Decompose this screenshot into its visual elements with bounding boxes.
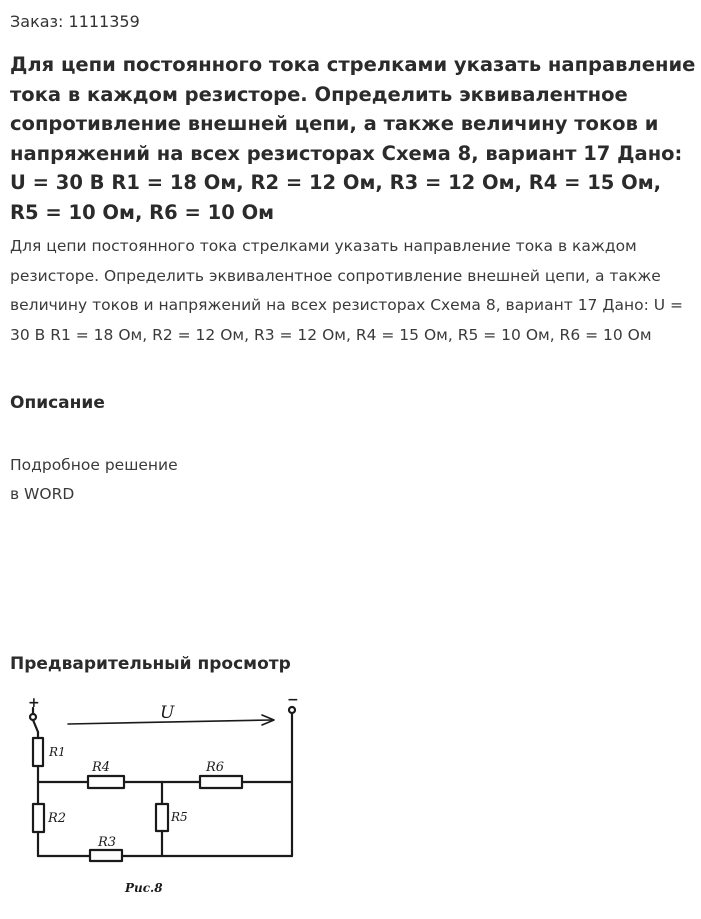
description-line: в WORD: [10, 485, 75, 503]
resistor-r6: [200, 776, 242, 788]
minus-sign: −: [287, 692, 299, 708]
task-title: Для цепи постоянного тока стрелками указать направление тока в каждом резисторе. Определить эквивалентное сопротивление внешней цепи, а также величину токов и напряжений на всех резисторах Схема 8, вариант 17 Дано: U = 30 В R1 = 18 Ом, R2 = 12 Ом, R3 = 12 Ом, R4 = 15 Ом, R5 = 10 Ом, R6 = 10 Ом: [10, 53, 696, 224]
voltage-label: U: [160, 703, 175, 723]
label-r2: R2: [48, 811, 67, 826]
resistor-r4: [88, 776, 124, 788]
figure-caption: Рис.8: [125, 881, 163, 895]
resistor-r5: [156, 804, 168, 831]
resistor-r2: [33, 804, 44, 832]
preview-image: [10, 690, 330, 915]
resistor-r3: [90, 850, 122, 861]
preview-heading: Предварительный просмотр: [10, 654, 291, 674]
task-text: Для цепи постоянного тока стрелками указать направление тока в каждом резисторе. Определить эквивалентное сопротивление внешней цепи, а также величину токов и напряжений на всех резисторах Схема 8, вариант 17 Дано: U = 30 В R1 = 18 Ом, R2 = 12 Ом, R3 = 12 Ом, R4 = 15 Ом, R5 = 10 Ом, R6 = 10 Ом: [10, 237, 683, 344]
description-heading: Описание: [10, 393, 105, 413]
label-r6: R6: [206, 760, 225, 775]
wire: [33, 720, 38, 732]
label-r1: R1: [49, 745, 66, 759]
label-r3: R3: [98, 835, 117, 850]
order-number: Заказ: 1111359: [10, 12, 140, 31]
plus-sign: +: [28, 695, 40, 711]
label-r5: R5: [171, 810, 188, 824]
description-line: Подробное решение: [10, 456, 178, 474]
label-r4: R4: [92, 760, 111, 775]
resistor-r1: [33, 738, 43, 766]
circuit-diagram: [10, 690, 330, 915]
